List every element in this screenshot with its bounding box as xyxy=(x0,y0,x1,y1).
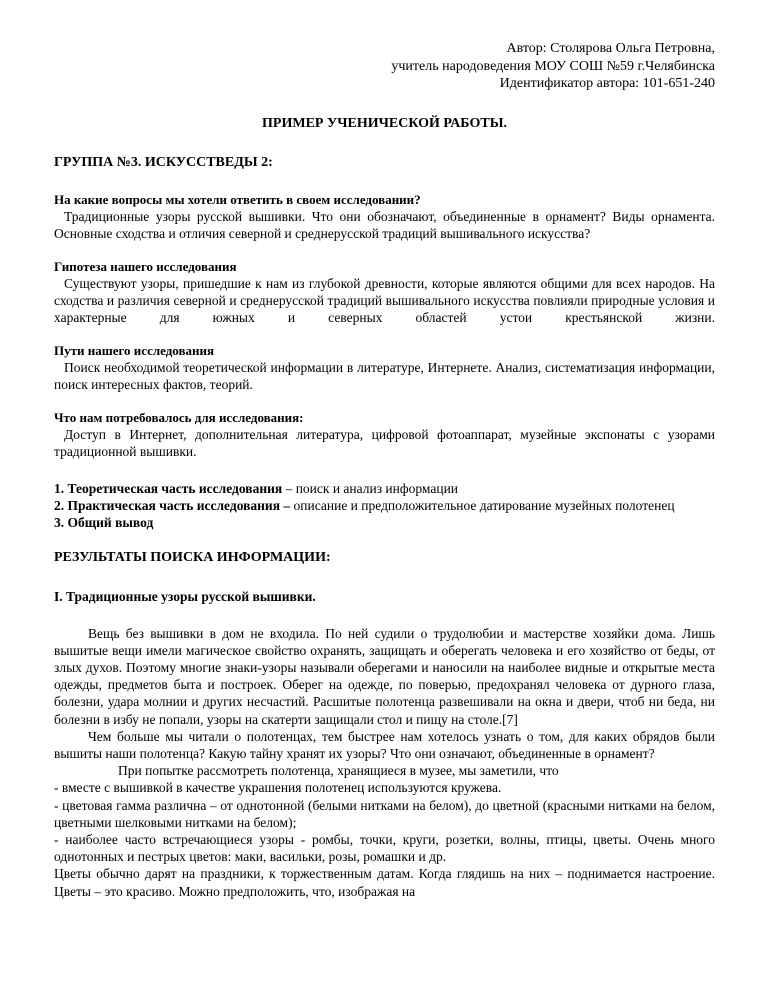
results-heading: РЕЗУЛЬТАТЫ ПОИСКА ИНФОРМАЦИИ: xyxy=(54,549,331,565)
section-heading: На какие вопросы мы хотели ответить в своем исследовании? xyxy=(54,191,421,207)
list-item: - наиболее часто встречающиеся узоры - ромбы, точки, круги, розетки, волны, птицы, цветы. Очень много однотонных и пестрых цветов: маки, васильки, розы, ромашки и др. xyxy=(54,831,715,865)
research-plan xyxy=(54,480,715,531)
plan-item-text: описание и предположительное датирование музейных полотенец xyxy=(290,497,675,513)
section-hypothesis xyxy=(54,258,715,326)
chapter-heading: I. Традиционные узоры русской вышивки. xyxy=(54,588,316,604)
plan-item-label: 3. Общий вывод xyxy=(54,514,154,530)
plan-item xyxy=(54,514,715,531)
author-block xyxy=(54,40,715,93)
section-resources xyxy=(54,409,715,460)
author-position: учитель народоведения МОУ СОШ №59 г.Челябинска xyxy=(391,58,715,74)
plan-item-label: 2. Практическая часть исследования – xyxy=(54,497,291,513)
paragraph: Цветы обычно дарят на праздники, к торжественным датам. Когда глядишь на них – поднимается настроение. Цветы – это красиво. Можно предположить, что, изображая на xyxy=(54,866,715,899)
section-text: Существуют узоры, пришедшие к нам из глубокой древности, которые являются общими для всех народов. На сходства и различия северной и среднерусской традиций вышивального искусства повлияли природные условия и характерные для южных и северных областей устои крестьянской жизни. xyxy=(54,275,715,325)
section-text: Поиск необходимой теоретической информации в литературе, Интернете. Анализ, систематизация информации, поиск интересных фактов, теорий. xyxy=(54,359,715,392)
paragraph: Чем больше мы читали о полотенцах, тем быстрее нам хотелось узнать о том, для каких обрядов были вышиты наши полотенца? Какую тайну хранят их узоры? Что они означают, объединенные в орнамент? xyxy=(54,728,715,761)
chapter-body xyxy=(54,625,715,900)
paragraph: Вещь без вышивки в дом не входила. По ней судили о трудолюбии и мастерстве хозяйки дома. Лишь вышитые вещи имели магическое свойство охранять, защищать и оберегать человека и его хозяйство от беды, от злых духов. Поэтому многие знаки-узоры называли оберегами и наносили на наиболее видные и открытые места одежды, предметов быта и построек. Оберег на одежде, по поверью, предохранял человека от дурного глаза, болезни, удара молнии и других несчастий. Расшитые полотенца развешивали на окна и двери, чтоб ни беда, ни болезни в избу не попали, узоры на скатерти защищали стол и пищу на столе.[7] xyxy=(54,625,715,727)
section-heading: Гипотеза нашего исследования xyxy=(54,258,237,274)
section-methods xyxy=(54,342,715,393)
section-text: Доступ в Интернет, дополнительная литература, цифровой фотоаппарат, музейные экспонаты с узорами традиционной вышивки. xyxy=(54,426,715,459)
paragraph: При попытке рассмотреть полотенца, хранящиеся в музее, мы заметили, что xyxy=(118,763,559,779)
plan-item-label: 1. Теоретическая часть исследования xyxy=(54,480,283,496)
plan-item-text: – поиск и анализ информации xyxy=(282,480,459,496)
plan-item xyxy=(54,480,715,497)
group-heading: ГРУППА №3. ИСКУССТВЕДЫ 2: xyxy=(54,154,273,170)
section-text: Традиционные узоры русской вышивки. Что они обозначают, объединенные в орнамент? Виды орнамента. Основные сходства и отличия северной и среднерусской традиций вышивального искусства? xyxy=(54,208,715,241)
author-id: Идентификатор автора: 101-651-240 xyxy=(499,76,715,91)
author-name: Автор: Столярова Ольга Петровна, xyxy=(506,41,715,56)
plan-item xyxy=(54,497,715,514)
document-title: ПРИМЕР УЧЕНИЧЕСКОЙ РАБОТЫ. xyxy=(262,115,507,131)
section-questions xyxy=(54,191,715,242)
list-item: - цветовая гамма различна – от однотонной (белыми нитками на белом), до цветной (красными нитками на белом, цветными шелковыми нитками на белом); xyxy=(54,797,715,830)
document-page xyxy=(54,40,715,900)
section-heading: Пути нашего исследования xyxy=(54,342,215,358)
list-item: - вместе с вышивкой в качестве украшения полотенец используются кружева. xyxy=(54,780,502,796)
section-heading: Что нам потребовалось для исследования: xyxy=(54,409,304,425)
